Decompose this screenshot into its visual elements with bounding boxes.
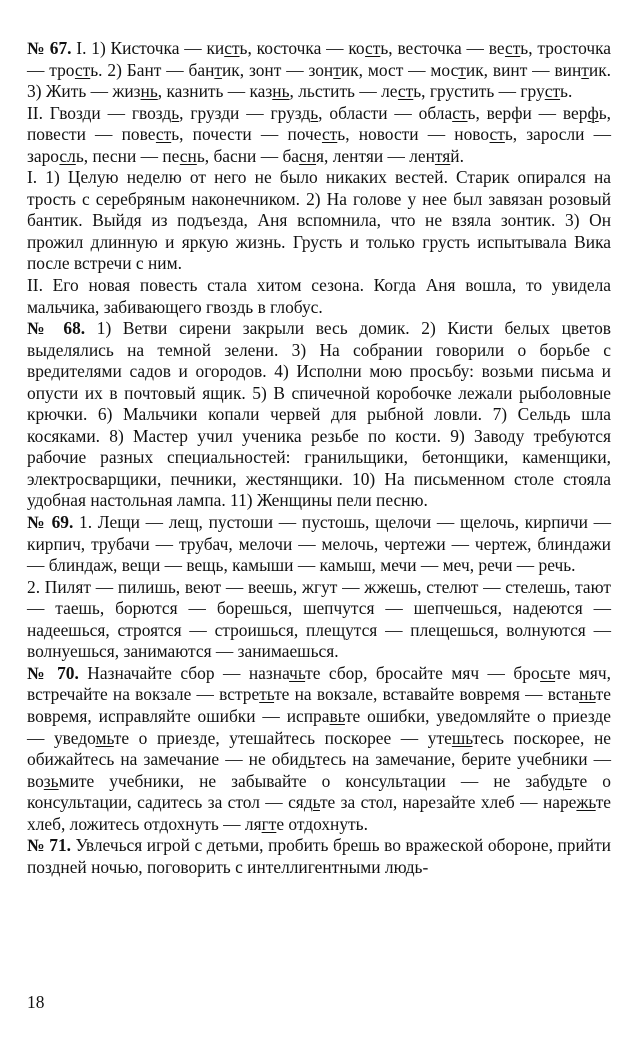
paragraph: [27, 318, 611, 512]
underlined-letters: ст: [452, 102, 468, 123]
text-run: те ошибки, уведомляйте о приезде — уведо: [27, 705, 611, 748]
text-run: тесь на замечание, берите учебники — во: [27, 749, 611, 791]
underlined-letters: нь: [140, 81, 158, 102]
text-run: ик, винт — вин: [465, 59, 582, 80]
text-run: ь, песни — пе: [75, 145, 180, 166]
underlined-letters: чь: [289, 662, 306, 683]
text-run: , льстить — ле: [289, 81, 398, 102]
text-run: ь, заросли — заро: [27, 124, 611, 166]
text-run: ь.: [560, 81, 573, 102]
underlined-letters: ст: [504, 38, 521, 58]
text-run: те мяч, встречайте на вокзале — встре: [27, 662, 612, 705]
underlined-letters: шь: [451, 727, 473, 748]
underlined-letters: ст: [544, 81, 561, 102]
text-run: ь, косточка — ко: [239, 38, 366, 58]
text-run: ь, грустить — гру: [413, 81, 545, 102]
text-run: ик. 3) Жить — жиз: [27, 59, 611, 102]
text-run: 1. Лещи — лещ, пустоши — пустошь, щелочи — щелочь, кирпичи — кирпич, трубачи — трубач, мелочи — мелочь, чертежи — чертеж, блиндажи — блиндаж, вещи — вещь, камыши — камыш, мечи — меч, речи — речь.: [27, 512, 611, 576]
text-run: ь, весточка — ве: [380, 38, 505, 58]
underlined-letters: ст: [489, 124, 505, 145]
underlined-letters: т: [581, 59, 589, 80]
underlined-letters: ст: [224, 38, 240, 58]
text-run: ик, зонт — зон: [221, 59, 334, 80]
page-number: 18: [27, 992, 45, 1012]
exercise-number: № 71.: [27, 835, 71, 856]
text-run: 1) Ветви сирени закрыли весь домик. 2) Кисти белых цветов выделялись на темной зелени. 3) На собрании говорили о борьбе с вредителями садов и огородов. 4) Исполни мою просьбу: возьми письма и опусти их в почтовый ящик. 5) В спичечной коробочке лежали рыболовные крючки. 6) Мальчики копали червей для рыбной ловли. 7) Сельдь шла косяками. 8) Мастер учил ученика резьбе по кости. 9) Заводу требуются рабочие разных специальностей: гранильщики, бетонщики, каменщики, электросварщики, печники, жестянщики. 10) На письменном столе стояла удобная настольная лампа. 11) Женщины пели песню.: [27, 318, 611, 511]
text-run: Назначайте сбор — назна: [78, 662, 290, 683]
underlined-letters: ст: [321, 124, 338, 145]
underlined-letters: ст: [365, 38, 381, 58]
underlined-letters: зь: [43, 770, 59, 791]
text-run: II. Его новая повесть стала хитом сезона. Когда Аня вошла, то увидела мальчика, забивающего гвоздь в глобус.: [27, 275, 611, 317]
paragraph: [27, 38, 611, 103]
underlined-letters: дь: [298, 749, 315, 770]
text-run: ь, тросточка — тро: [27, 38, 612, 80]
text-run: те за стол, нарезайте хлеб — наре: [319, 792, 577, 813]
text-run: 2. Пилят — пилишь, веют — веешь, жгут — жжешь, стелют — стелешь, тают — таешь, борются — борешься, шепчутся — шепчешься, надеются — надеешься, строятся — строишься, плещутся — плещешься, волнуются — волнуешься, занимаются — занимаешься.: [27, 576, 611, 662]
text-run: Увлечься игрой с детьми, пробить брешь во вражеской обороне, прийти поздней ночью, поговорить с интеллигентными людь-: [27, 835, 611, 877]
paragraph: [27, 512, 611, 577]
text-run: те о консультации, садитесь за стол — ся: [27, 770, 611, 813]
underlined-letters: т: [458, 59, 466, 80]
underlined-letters: ст: [397, 81, 414, 102]
text-run: те на вокзале, вставайте вовремя — вста: [274, 684, 580, 705]
text-run: те сбор, бросайте мяч — бро: [305, 662, 541, 683]
text-run: II. Гвозди — гвоз: [27, 102, 163, 123]
underlined-letters: дь: [162, 102, 180, 123]
text-run: ь, басни — ба: [196, 145, 300, 166]
paragraph: [27, 103, 611, 168]
text-run: мите учебники, не забывайте о консультации — не забу: [58, 770, 556, 791]
exercise-number: № 70.: [27, 662, 79, 683]
text-run: й.: [450, 145, 464, 166]
underlined-letters: нь: [272, 81, 290, 102]
underlined-letters: т: [214, 59, 222, 80]
text-run: ь. 2) Бант — бан: [90, 59, 215, 80]
underlined-letters: дь: [303, 792, 320, 813]
underlined-letters: гт: [261, 813, 277, 834]
underlined-letters: сь: [540, 662, 556, 683]
text-run: , грузди — груз: [179, 102, 302, 123]
text-run: ь, верфи — вер: [467, 102, 588, 123]
underlined-letters: ф: [587, 102, 599, 123]
text-run: , казнить — каз: [157, 81, 273, 102]
text-run: ь, почести — поче: [171, 124, 322, 145]
underlined-letters: ть: [259, 684, 275, 705]
text-run: , области — обла: [318, 102, 453, 123]
text-run: я, лентяи — лен: [316, 145, 435, 166]
text-run: е отдохнуть.: [276, 813, 368, 834]
underlined-letters: сл: [59, 145, 76, 166]
text-run: I. 1) Кисточка — ки: [71, 38, 225, 58]
text-run: те о приезде, утешайтесь поскорее — уте: [113, 727, 452, 748]
underlined-letters: тя: [434, 145, 451, 166]
text-run: ь, новости — ново: [337, 124, 490, 145]
underlined-letters: ст: [155, 124, 172, 145]
underlined-letters: ст: [74, 59, 91, 80]
exercise-number: № 68.: [27, 318, 86, 339]
underlined-letters: сн: [299, 145, 317, 166]
text-run: те хлеб, ложитесь отдохнуть — ля: [27, 792, 612, 834]
text-run: те вовремя, исправляйте ошибки — испра: [27, 684, 611, 726]
underlined-letters: сн: [179, 145, 197, 166]
paragraph: [27, 577, 611, 663]
paragraph: [27, 663, 611, 835]
text-run: тесь поскорее, не обижайтесь на замечание — не оби: [27, 727, 611, 770]
underlined-letters: мь: [95, 727, 114, 748]
underlined-letters: нь: [579, 684, 596, 705]
paragraph: [27, 167, 611, 275]
exercise-number: № 67.: [27, 38, 72, 58]
text-run: I. 1) Целую неделю от него не было никаких вестей. Старик опирался на трость с серебряным наконечником. 2) На голове у нее был завязан розовый бантик. Выйдя из подъезда, Аня вспомнила, что не взяла зонтик. 3) Он прожил длинную и яркую жизнь. Грусть и только грусть испытывала Вика после встречи с ним.: [27, 167, 611, 274]
paragraph: [27, 835, 611, 878]
underlined-letters: дь: [301, 102, 319, 123]
text-run: ик, мост — мос: [340, 59, 459, 80]
underlined-letters: вь: [329, 705, 345, 726]
underlined-letters: т: [333, 59, 341, 80]
text-run: ь, повести — пове: [27, 102, 612, 145]
paragraph: [27, 275, 611, 318]
exercise-number: № 69.: [27, 512, 74, 533]
document-body: [27, 38, 611, 878]
underlined-letters: жь: [576, 792, 596, 813]
underlined-letters: дь: [555, 770, 572, 791]
